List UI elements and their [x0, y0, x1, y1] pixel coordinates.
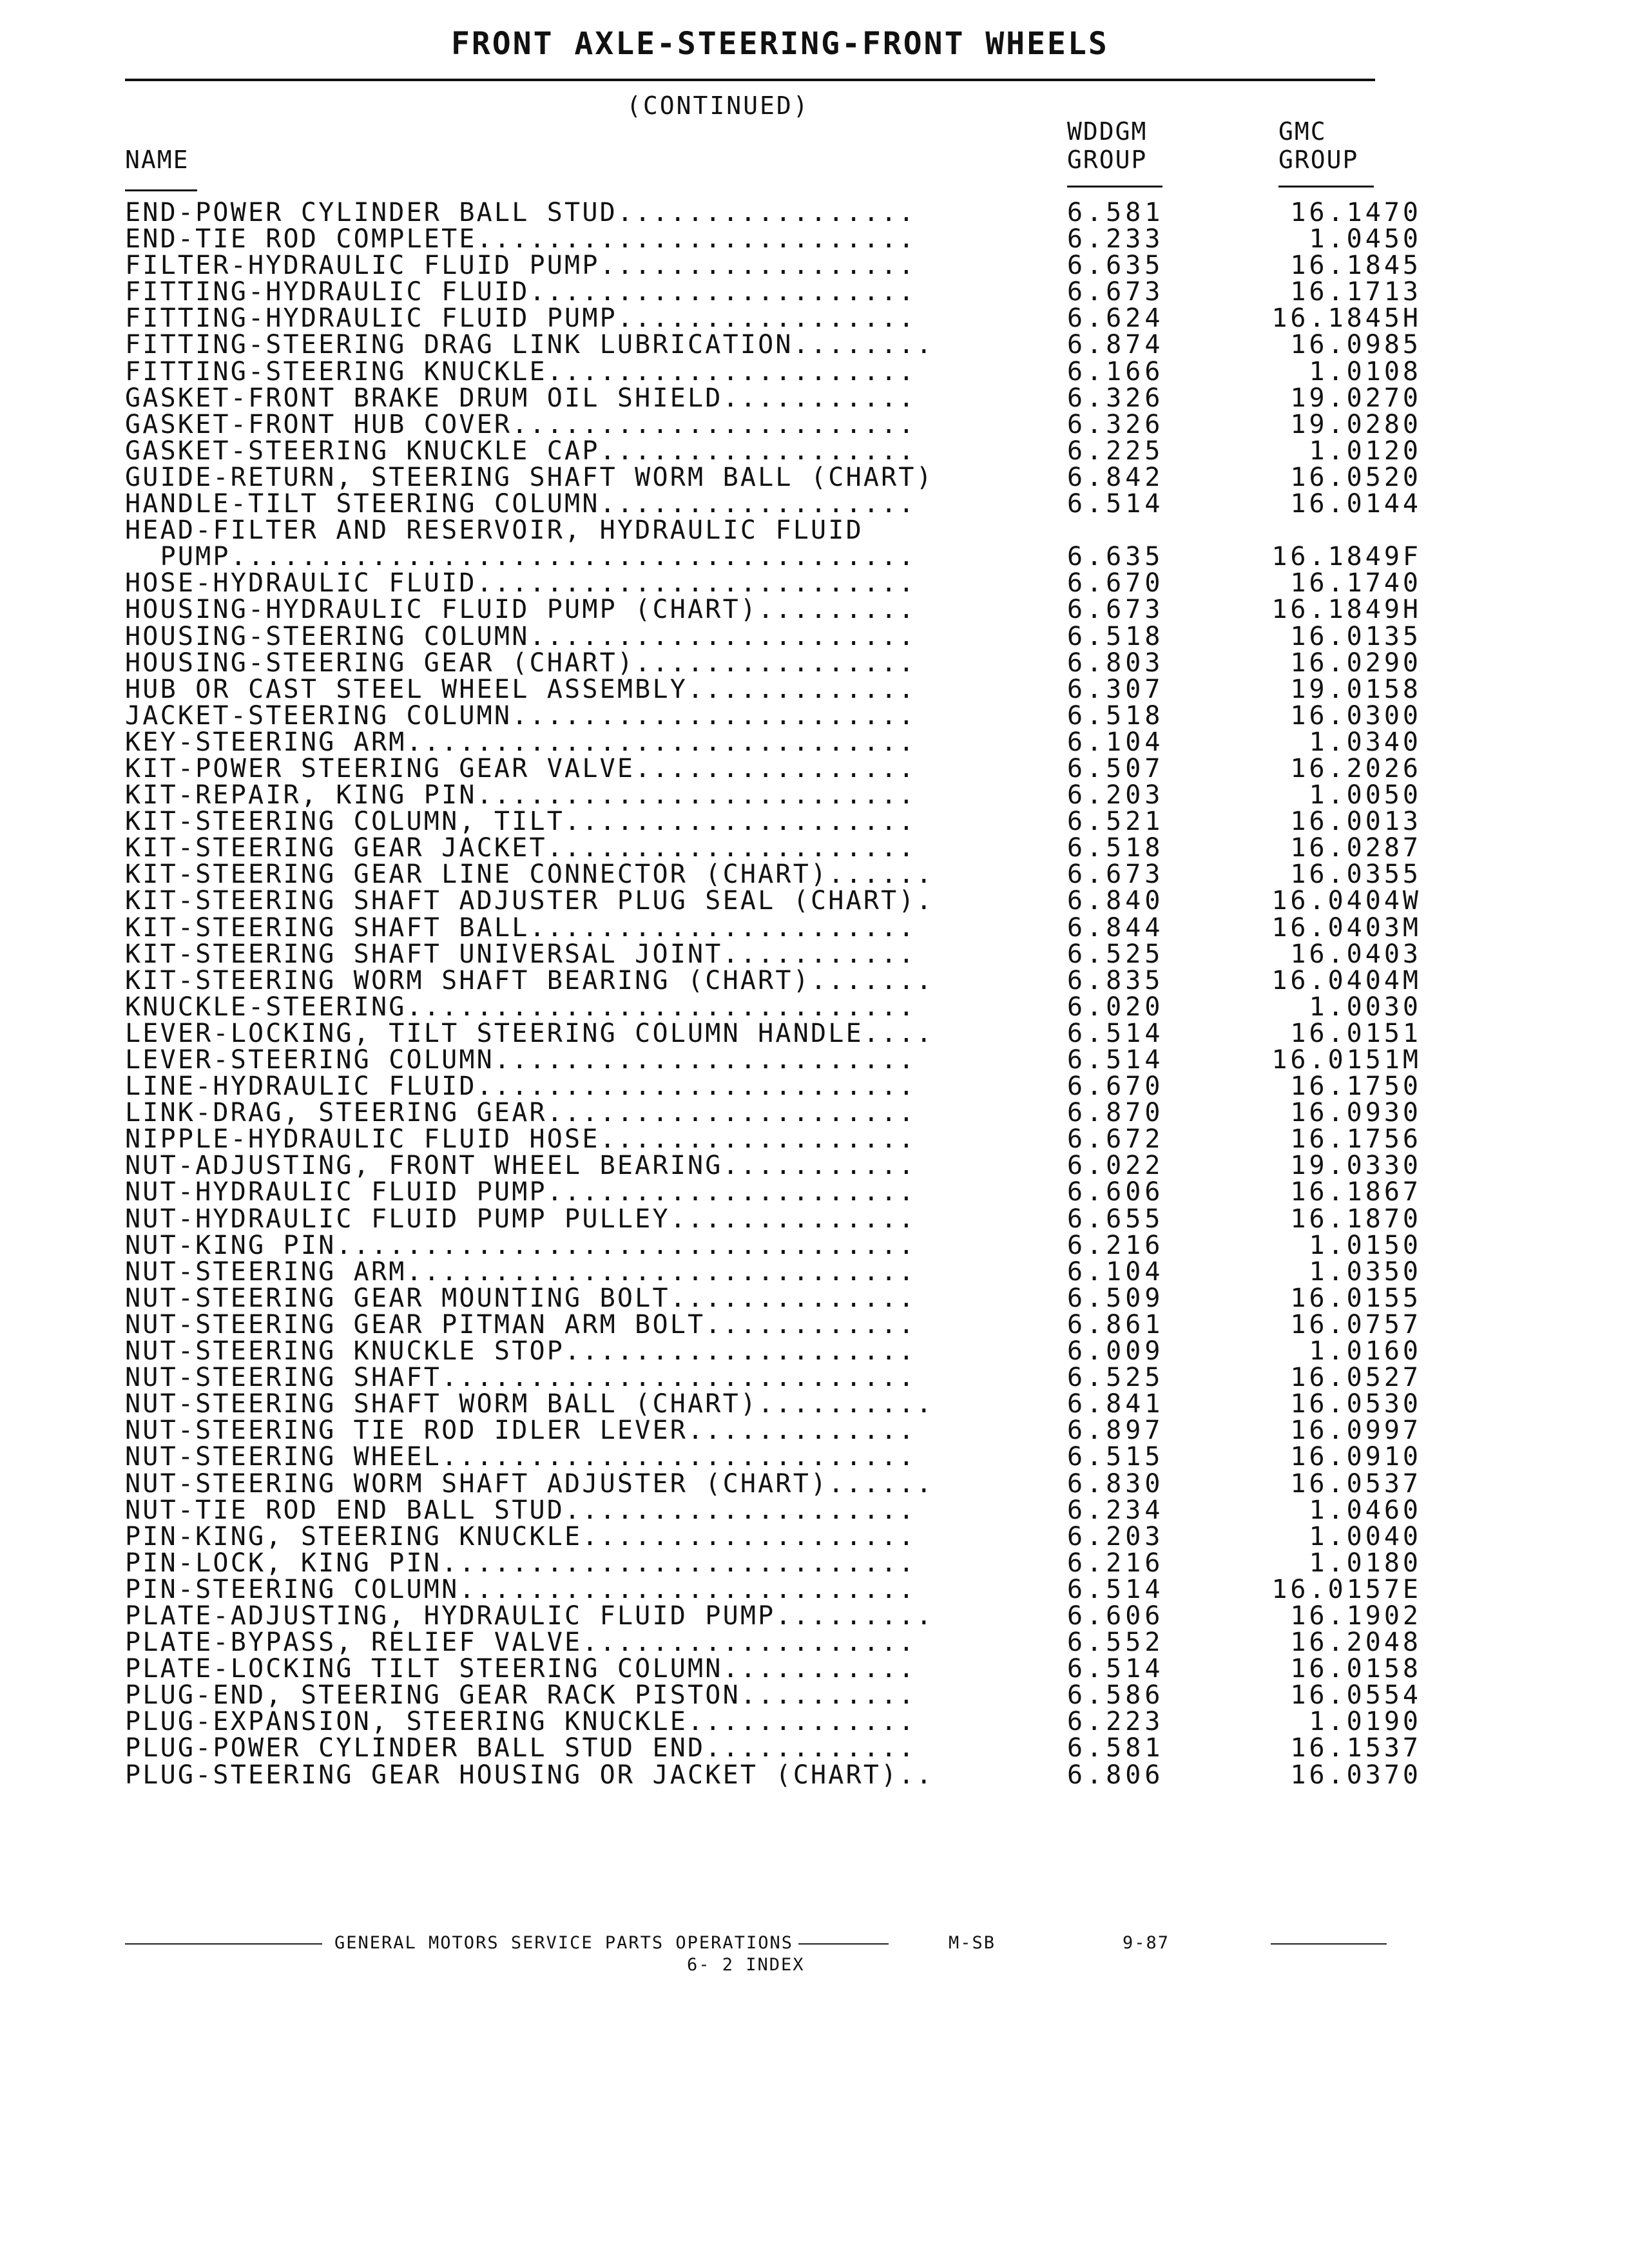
part-name: NUT-STEERING GEAR PITMAN ARM BOLT............: [125, 1309, 916, 1340]
wddgm-group: 6.835: [1067, 965, 1164, 995]
table-row: [125, 888, 1440, 914]
header-wddgm-line1: WDDGM: [1067, 117, 1148, 146]
part-name: JACKET-STEERING COLUMN.......................: [125, 700, 916, 731]
table-row: [125, 1338, 1440, 1365]
part-name: FITTING-HYDRAULIC FLUID PUMP.................: [125, 303, 916, 334]
wddgm-group: 6.518: [1067, 700, 1164, 731]
part-name: NUT-STEERING SHAFT WORM BALL (CHART)..........: [125, 1389, 934, 1419]
wddgm-group: 6.606: [1067, 1600, 1164, 1631]
wddgm-group: 6.635: [1067, 542, 1164, 572]
gmc-group: 16.1750: [1290, 1072, 1422, 1102]
header-gmc-line2: GROUP: [1278, 146, 1359, 174]
part-name: GASKET-STEERING KNUCKLE CAP..................: [125, 436, 916, 466]
table-row: [125, 1735, 1440, 1762]
gmc-group: 16.0287: [1290, 833, 1422, 863]
wddgm-group: 6.022: [1067, 1151, 1164, 1181]
table-row: [125, 200, 1440, 226]
gmc-group: 1.0340: [1309, 727, 1422, 757]
wddgm-group: 6.840: [1067, 886, 1164, 916]
part-name: NUT-ADJUSTING, FRONT WHEEL BEARING...........: [125, 1151, 916, 1181]
part-name: KIT-STEERING WORM SHAFT BEARING (CHART).......: [125, 965, 934, 995]
footer-rule-right: [1271, 1943, 1387, 1945]
part-name: KIT-STEERING COLUMN, TILT....................: [125, 807, 916, 837]
wddgm-group: 6.234: [1067, 1495, 1164, 1525]
footer-org: GENERAL MOTORS SERVICE PARTS OPERATIONS: [334, 1933, 793, 1953]
gmc-group: 16.1870: [1290, 1204, 1422, 1234]
table-row: [125, 385, 1440, 412]
part-name: HOSE-HYDRAULIC FLUID.........................: [125, 568, 916, 599]
part-name: NIPPLE-HYDRAULIC FLUID HOSE..................: [125, 1124, 916, 1155]
part-name: NUT-STEERING WHEEL...........................: [125, 1442, 916, 1472]
wddgm-group: 6.203: [1067, 780, 1164, 811]
gmc-group: 16.1849F: [1271, 542, 1422, 572]
gmc-group: 16.0930: [1290, 1098, 1422, 1128]
wddgm-group: 6.830: [1067, 1468, 1164, 1499]
wddgm-group: 6.581: [1067, 1733, 1164, 1763]
wddgm-group: 6.509: [1067, 1283, 1164, 1313]
part-name: NUT-STEERING GEAR MOUNTING BOLT..............: [125, 1283, 916, 1313]
gmc-group: 16.0155: [1290, 1283, 1422, 1313]
table-row: [125, 650, 1440, 677]
gmc-group: 16.0997: [1290, 1416, 1422, 1446]
table-row: [125, 809, 1440, 835]
table-row: [125, 994, 1440, 1021]
part-name: KEY-STEERING ARM.............................: [125, 727, 916, 757]
part-name: LEVER-STEERING COLUMN........................: [125, 1045, 916, 1075]
table-row: [125, 1656, 1440, 1682]
gmc-group: 16.0151: [1290, 1018, 1422, 1048]
table-row: [125, 1256, 1440, 1287]
part-name: NUT-HYDRAULIC FLUID PUMP.....................: [125, 1177, 916, 1207]
wddgm-group: 6.841: [1067, 1389, 1164, 1419]
title-rule: [125, 79, 1375, 81]
header-wddgm-line2: GROUP: [1067, 146, 1148, 174]
gmc-group: 16.0013: [1290, 807, 1422, 837]
table-row: [125, 597, 1440, 623]
wddgm-group: 6.803: [1067, 648, 1164, 678]
table-row: [125, 835, 1440, 861]
table-row: [125, 253, 1440, 279]
wddgm-group: 6.844: [1067, 912, 1164, 943]
gmc-group: 16.0537: [1290, 1468, 1422, 1499]
part-name: GASKET-FRONT HUB COVER.......................: [125, 409, 916, 439]
table-row: [125, 1153, 1440, 1179]
table-row: [125, 1309, 1440, 1340]
gmc-group: 16.1845H: [1271, 303, 1422, 334]
gmc-group: 1.0160: [1309, 1336, 1422, 1367]
wddgm-group: 6.223: [1067, 1707, 1164, 1737]
gmc-group: 16.0370: [1290, 1760, 1422, 1790]
part-name: NUT-STEERING WORM SHAFT ADJUSTER (CHART)......: [125, 1468, 934, 1499]
part-name: HANDLE-TILT STEERING COLUMN..................: [125, 489, 916, 519]
table-row: [125, 621, 1440, 651]
gmc-group: 1.0350: [1309, 1256, 1422, 1287]
table-row: [125, 1018, 1440, 1048]
wddgm-group: 6.518: [1067, 833, 1164, 863]
table-row: [125, 570, 1440, 597]
part-name: PLUG-STEERING GEAR HOUSING OR JACKET (CHART)..: [125, 1760, 934, 1790]
wddgm-group: 6.203: [1067, 1521, 1164, 1552]
table-row: [125, 1206, 1440, 1233]
gmc-group: 1.0450: [1309, 224, 1422, 255]
gmc-group: 16.0290: [1290, 648, 1422, 678]
wddgm-group: 6.552: [1067, 1628, 1164, 1658]
wddgm-group: 6.216: [1067, 1548, 1164, 1578]
gmc-group: 16.0404M: [1271, 965, 1422, 995]
part-name: NUT-STEERING KNUCKLE STOP....................: [125, 1336, 916, 1367]
gmc-group: 16.0530: [1290, 1389, 1422, 1419]
part-name: PLUG-EXPANSION, STEERING KNUCKLE.............: [125, 1707, 916, 1737]
table-row: [125, 1047, 1440, 1073]
table-row: [125, 1100, 1440, 1126]
wddgm-group: 6.525: [1067, 939, 1164, 969]
table-row: [125, 1521, 1440, 1552]
table-row: [125, 517, 1440, 544]
part-name: LINK-DRAG, STEERING GEAR.....................: [125, 1098, 916, 1128]
part-name: KIT-STEERING GEAR LINE CONNECTOR (CHART)......: [125, 860, 934, 890]
gmc-group: 16.2048: [1290, 1628, 1422, 1658]
gmc-group: 19.0330: [1290, 1151, 1422, 1181]
gmc-group: 1.0460: [1309, 1495, 1422, 1525]
wddgm-group: 6.874: [1067, 330, 1164, 360]
table-row: [125, 1600, 1440, 1631]
table-row: [125, 1574, 1440, 1604]
wddgm-group: 6.514: [1067, 1574, 1164, 1604]
part-name: FITTING-HYDRAULIC FLUID......................: [125, 277, 916, 307]
part-name: NUT-STEERING SHAFT...........................: [125, 1363, 916, 1393]
header-name-rule: [125, 189, 197, 191]
gmc-group: 16.0403M: [1271, 912, 1422, 943]
header-gmc-rule: [1278, 186, 1374, 187]
part-name: HEAD-FILTER AND RESERVOIR, HYDRAULIC FLUID: [125, 515, 863, 546]
wddgm-group: 6.518: [1067, 621, 1164, 651]
part-name: PIN-KING, STEERING KNUCKLE...................: [125, 1521, 916, 1552]
wddgm-group: 6.166: [1067, 356, 1164, 387]
wddgm-group: 6.673: [1067, 595, 1164, 625]
part-name: HOUSING-STEERING COLUMN......................: [125, 621, 916, 651]
table-row: [125, 1126, 1440, 1153]
table-row: [125, 1550, 1440, 1577]
gmc-group: 16.1713: [1290, 277, 1422, 307]
wddgm-group: 6.861: [1067, 1309, 1164, 1340]
gmc-group: 16.0300: [1290, 700, 1422, 731]
gmc-group: 16.0151M: [1271, 1045, 1422, 1075]
gmc-group: 16.0757: [1290, 1309, 1422, 1340]
gmc-group: 1.0120: [1309, 436, 1422, 466]
wddgm-group: 6.670: [1067, 1072, 1164, 1102]
gmc-group: 16.1470: [1290, 198, 1422, 227]
wddgm-group: 6.507: [1067, 753, 1164, 783]
wddgm-group: 6.307: [1067, 674, 1164, 704]
part-name: KIT-STEERING SHAFT ADJUSTER PLUG SEAL (CHART).: [125, 886, 934, 916]
wddgm-group: 6.514: [1067, 489, 1164, 519]
wddgm-group: 6.525: [1067, 1363, 1164, 1393]
table-row: [125, 782, 1440, 809]
wddgm-group: 6.635: [1067, 251, 1164, 281]
gmc-group: 19.0270: [1290, 383, 1422, 413]
gmc-group: 16.1845: [1290, 251, 1422, 281]
table-row: [125, 226, 1440, 253]
gmc-group: 1.0030: [1309, 992, 1422, 1022]
table-row: [125, 279, 1440, 305]
part-name: KNUCKLE-STEERING.............................: [125, 992, 916, 1022]
part-name: FILTER-HYDRAULIC FLUID PUMP..................: [125, 251, 916, 281]
part-name: NUT-TIE ROD END BALL STUD....................: [125, 1495, 916, 1525]
wddgm-group: 6.673: [1067, 860, 1164, 890]
gmc-group: 19.0158: [1290, 674, 1422, 704]
header-name: NAME: [125, 146, 189, 174]
footer-date: 9-87: [1123, 1933, 1170, 1953]
gmc-group: 16.0144: [1290, 489, 1422, 519]
table-row: [125, 356, 1440, 387]
gmc-group: 1.0180: [1309, 1548, 1422, 1578]
table-row: [125, 1762, 1440, 1789]
part-name: HUB OR CAST STEEL WHEEL ASSEMBLY.............: [125, 674, 916, 704]
table-row: [125, 1418, 1440, 1444]
gmc-group: 16.0157E: [1271, 1574, 1422, 1604]
table-row: [125, 1285, 1440, 1312]
part-name: GASKET-FRONT BRAKE DRUM OIL SHIELD...........: [125, 383, 916, 413]
wddgm-group: 6.870: [1067, 1098, 1164, 1128]
gmc-group: 19.0280: [1290, 409, 1422, 439]
wddgm-group: 6.655: [1067, 1204, 1164, 1234]
part-name: NUT-HYDRAULIC FLUID PUMP PULLEY..............: [125, 1204, 916, 1234]
part-name: HOUSING-HYDRAULIC FLUID PUMP (CHART).........: [125, 595, 916, 625]
footer-rule-left: [125, 1943, 322, 1945]
table-row: [125, 1230, 1440, 1260]
gmc-group: 16.1867: [1290, 1177, 1422, 1207]
wddgm-group: 6.673: [1067, 277, 1164, 307]
table-row: [125, 462, 1440, 492]
part-name: NUT-KING PIN.................................: [125, 1230, 916, 1260]
part-name: END-TIE ROD COMPLETE.........................: [125, 224, 916, 255]
part-name: END-POWER CYLINDER BALL STUD.................: [125, 198, 916, 227]
footer-code: M-SB: [949, 1933, 996, 1953]
table-row: [125, 1073, 1440, 1100]
wddgm-group: 6.326: [1067, 409, 1164, 439]
part-name: KIT-STEERING SHAFT UNIVERSAL JOINT...........: [125, 939, 916, 969]
wddgm-group: 6.514: [1067, 1654, 1164, 1684]
table-row: [125, 1709, 1440, 1735]
wddgm-group: 6.806: [1067, 1760, 1164, 1790]
table-row: [125, 1444, 1440, 1470]
wddgm-group: 6.020: [1067, 992, 1164, 1022]
wddgm-group: 6.521: [1067, 807, 1164, 837]
part-name: KIT-STEERING GEAR JACKET.....................: [125, 833, 916, 863]
part-name: FITTING-STEERING DRAG LINK LUBRICATION........: [125, 330, 934, 360]
table-row: [125, 941, 1440, 968]
wddgm-group: 6.897: [1067, 1416, 1164, 1446]
wddgm-group: 6.104: [1067, 727, 1164, 757]
continued-label: (CONTINUED): [626, 91, 810, 120]
parts-index-table: [125, 200, 1440, 1789]
table-row: [125, 912, 1440, 943]
table-row: [125, 438, 1440, 465]
table-row: [125, 1365, 1440, 1391]
gmc-group: 16.0910: [1290, 1442, 1422, 1472]
gmc-group: 1.0190: [1309, 1707, 1422, 1737]
gmc-group: 1.0150: [1309, 1230, 1422, 1260]
table-row: [125, 674, 1440, 704]
gmc-group: 16.0554: [1290, 1680, 1422, 1711]
part-name: NUT-STEERING TIE ROD IDLER LEVER.............: [125, 1416, 916, 1446]
part-name: NUT-STEERING ARM.............................: [125, 1256, 916, 1287]
wddgm-group: 6.104: [1067, 1256, 1164, 1287]
table-row: [125, 753, 1440, 783]
gmc-group: 16.1902: [1290, 1600, 1422, 1631]
part-name: FITTING-STEERING KNUCKLE.....................: [125, 356, 916, 387]
gmc-group: 16.1740: [1290, 568, 1422, 599]
table-row: [125, 861, 1440, 888]
page-title: FRONT AXLE-STEERING-FRONT WHEELS: [451, 26, 1109, 62]
table-row: [125, 1179, 1440, 1206]
wddgm-group: 6.606: [1067, 1177, 1164, 1207]
part-name: LINE-HYDRAULIC FLUID.........................: [125, 1072, 916, 1102]
wddgm-group: 6.216: [1067, 1230, 1164, 1260]
table-row: [125, 332, 1440, 358]
part-name: PUMP.......................................: [125, 542, 916, 572]
table-row: [125, 700, 1440, 731]
part-name: PLATE-LOCKING TILT STEERING COLUMN...........: [125, 1654, 916, 1684]
part-name: PLATE-ADJUSTING, HYDRAULIC FLUID PUMP.........: [125, 1600, 934, 1631]
gmc-group: 1.0040: [1309, 1521, 1422, 1552]
part-name: LEVER-LOCKING, TILT STEERING COLUMN HANDLE....: [125, 1018, 934, 1048]
gmc-group: 1.0108: [1309, 356, 1422, 387]
gmc-group: 16.0527: [1290, 1363, 1422, 1393]
wddgm-group: 6.581: [1067, 198, 1164, 227]
part-name: PIN-LOCK, KING PIN...........................: [125, 1548, 916, 1578]
gmc-group: 16.0404W: [1271, 886, 1422, 916]
table-row: [125, 1468, 1440, 1499]
wddgm-group: 6.225: [1067, 436, 1164, 466]
gmc-group: 16.2026: [1290, 753, 1422, 783]
gmc-group: 16.1537: [1290, 1733, 1422, 1763]
footer-rule-mid: [798, 1943, 889, 1945]
part-name: KIT-REPAIR, KING PIN.........................: [125, 780, 916, 811]
table-row: [125, 1497, 1440, 1524]
wddgm-group: 6.233: [1067, 224, 1164, 255]
wddgm-group: 6.514: [1067, 1045, 1164, 1075]
wddgm-group: 6.670: [1067, 568, 1164, 599]
table-row: [125, 729, 1440, 756]
gmc-group: 16.0985: [1290, 330, 1422, 360]
gmc-group: 16.1756: [1290, 1124, 1422, 1155]
gmc-group: 16.0403: [1290, 939, 1422, 969]
part-name: KIT-POWER STEERING GEAR VALVE................: [125, 753, 916, 783]
gmc-group: 1.0050: [1309, 780, 1422, 811]
table-row: [125, 965, 1440, 995]
wddgm-group: 6.514: [1067, 1018, 1164, 1048]
gmc-group: 16.0520: [1290, 462, 1422, 492]
table-row: [125, 544, 1440, 570]
table-row: [125, 1629, 1440, 1656]
part-name: PLUG-END, STEERING GEAR RACK PISTON..........: [125, 1680, 916, 1711]
page-footer: [125, 1933, 1414, 1984]
wddgm-group: 6.672: [1067, 1124, 1164, 1155]
wddgm-group: 6.326: [1067, 383, 1164, 413]
part-name: PLATE-BYPASS, RELIEF VALVE...................: [125, 1628, 916, 1658]
table-row: [125, 1391, 1440, 1418]
gmc-group: 16.0135: [1290, 621, 1422, 651]
gmc-group: 16.1849H: [1271, 595, 1422, 625]
table-row: [125, 305, 1440, 332]
part-name: KIT-STEERING SHAFT BALL......................: [125, 912, 916, 943]
header-wddgm-rule: [1067, 186, 1162, 187]
footer-page: 6- 2 INDEX: [687, 1955, 805, 1975]
wddgm-group: 6.842: [1067, 462, 1164, 492]
header-gmc-line1: GMC: [1278, 117, 1327, 146]
wddgm-group: 6.586: [1067, 1680, 1164, 1711]
table-row: [125, 409, 1440, 439]
part-name: PIN-STEERING COLUMN..........................: [125, 1574, 916, 1604]
wddgm-group: 6.009: [1067, 1336, 1164, 1367]
part-name: GUIDE-RETURN, STEERING SHAFT WORM BALL (CHART): [125, 462, 934, 492]
table-row: [125, 491, 1440, 517]
wddgm-group: 6.515: [1067, 1442, 1164, 1472]
part-name: PLUG-POWER CYLINDER BALL STUD END............: [125, 1733, 916, 1763]
gmc-group: 16.0158: [1290, 1654, 1422, 1684]
table-row: [125, 1682, 1440, 1709]
wddgm-group: 6.624: [1067, 303, 1164, 334]
part-name: HOUSING-STEERING GEAR (CHART)................: [125, 648, 916, 678]
gmc-group: 16.0355: [1290, 860, 1422, 890]
